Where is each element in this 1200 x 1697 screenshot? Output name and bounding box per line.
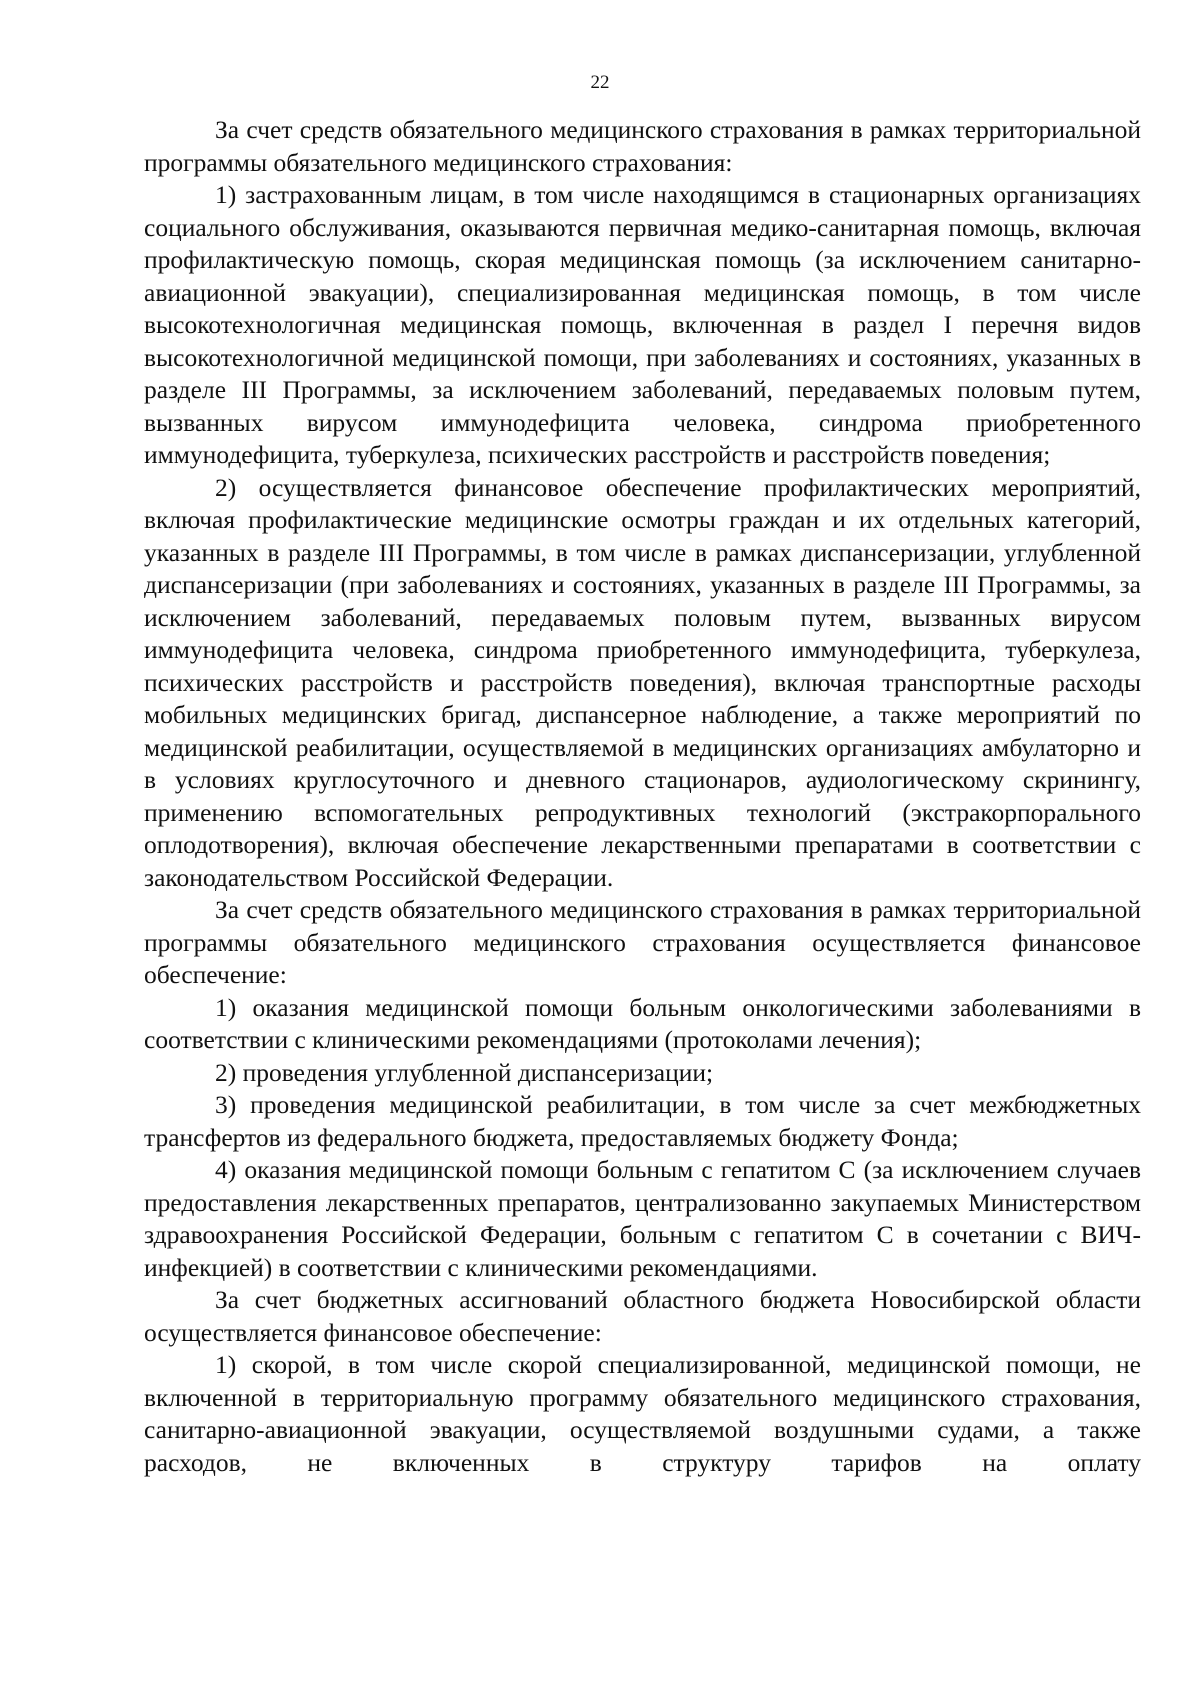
paragraph-item-2-preventive-measures: 2) осуществляется финансовое обеспечение профилактических мероприятий, включая профилактические медицинские осмотры граждан и их отдельных категорий, указанных в разделе III Программы, в том числе в рамках диспансеризации, углубленной диспансеризации (при заболеваниях и состояниях, указанных в разделе III Программы, за исключением заболеваний, передаваемых половым путем, вызванных вирусом иммунодефицита человека, синдрома приобретенного иммунодефицита, туберкулеза, психических расстройств и расстройств поведения), включая транспортные расходы мобильных медицинских бригад, диспансерное наблюдение, а также мероприятий по медицинской реабилитации, осуществляемой в медицинских организациях амбулаторно и в условиях круглосуточного и дневного стационаров, аудиологическому скринингу, применению вспомогательных репродуктивных технологий (экстракорпорального оплодотворения), включая обеспечение лекарственными препаратами в соответствии с законодательством Российской Федерации.	[144, 472, 1141, 892]
paragraph-item-1-oncology: 1) оказания медицинской помощи больным онкологическими заболеваниями в соответствии с клиническими рекомендациями (протоколами лечения);	[144, 992, 1141, 1054]
paragraph-intro-regional-budget: За счет бюджетных ассигнований областного бюджета Новосибирской области осуществляется финансовое обеспечение:	[144, 1285, 1141, 1347]
paragraph-item-2-dispensary: 2) проведения углубленной диспансеризации;	[215, 1057, 714, 1087]
document-body	[144, 114, 1141, 1479]
paragraph-item-3-rehabilitation: 3) проведения медицинской реабилитации, в том числе за счет межбюджетных трансфертов из федерального бюджета, предоставляемых бюджету Фонда;	[144, 1090, 1141, 1152]
paragraph-intro-oms-financing: За счет средств обязательного медицинского страхования в рамках территориальной программы обязательного медицинского страхования осуществляется финансовое обеспечение:	[144, 895, 1141, 989]
paragraph-item-1-emergency-care: 1) скорой, в том числе скорой специализированной, медицинской помощи, не включенной в территориальную программу обязательного медицинского страхования, санитарно-авиационной эвакуации, осуществляемой воздушными судами, а также расходов, не включенных в структуру тарифов на оплату	[144, 1350, 1141, 1477]
page-number: 22	[590, 72, 610, 93]
paragraph-item-1-insured-persons: 1) застрахованным лицам, в том числе находящимся в стационарных организациях социального обслуживания, оказываются первичная медико-санитарная помощь, включая профилактическую помощь, скорая медицинская помощь (за исключением санитарно-авиационной эвакуации), специализированная медицинская помощь, в том числе высокотехнологичная медицинская помощь, включенная в раздел I перечня видов высокотехнологичной медицинской помощи, при заболеваниях и состояниях, указанных в разделе III Программы, за исключением заболеваний, передаваемых половым путем, вызванных вирусом иммунодефицита человека, синдрома приобретенного иммунодефицита, туберкулеза, психических расстройств и расстройств поведения;	[144, 180, 1141, 469]
paragraph-intro-oms: За счет средств обязательного медицинского страхования в рамках территориальной программы обязательного медицинского страхования:	[144, 115, 1141, 177]
paragraph-item-4-hepatitis: 4) оказания медицинской помощи больным с гепатитом С (за исключением случаев предоставления лекарственных препаратов, централизованно закупаемых Министерством здравоохранения Российской Федерации, больным с гепатитом С в сочетании с ВИЧ-инфекцией) в соответствии с клиническими рекомендациями.	[144, 1155, 1141, 1282]
